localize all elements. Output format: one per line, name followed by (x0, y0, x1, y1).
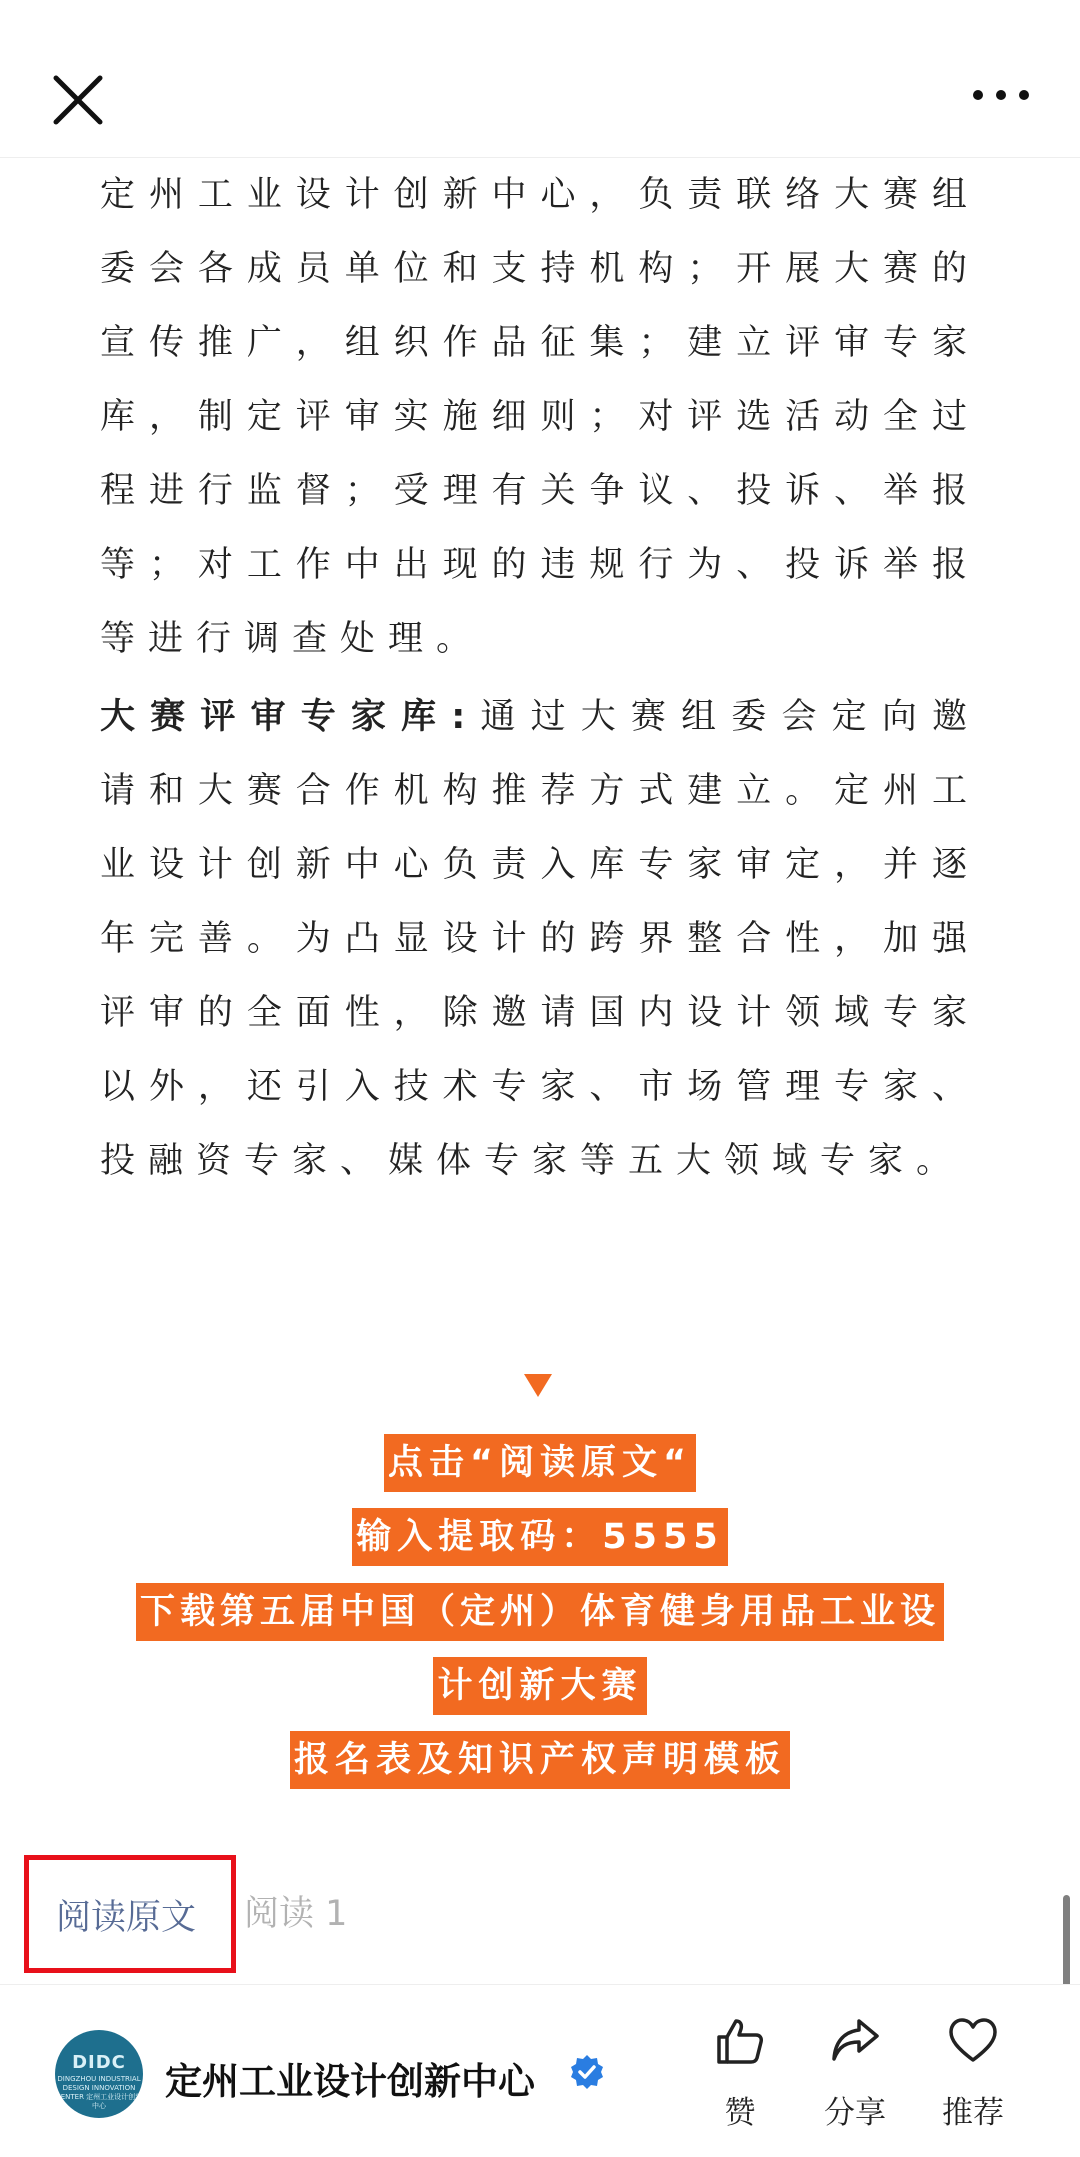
cta-text-templates: 报名表及知识产权声明模板 (290, 1731, 790, 1789)
cta-line (0, 1657, 1080, 1715)
account-name[interactable]: 定州工业设计创新中心 (165, 2060, 535, 2103)
share-icon (829, 2015, 881, 2067)
cta-line (0, 1508, 1080, 1566)
read-count: 阅读 1 (244, 1894, 348, 1934)
cta-line (0, 1434, 1080, 1492)
cta-text-click-read-original: 点击“阅读原文“ (384, 1434, 696, 1492)
cta-line (0, 1731, 1080, 1789)
avatar[interactable] (55, 2030, 143, 2118)
avatar-logo-subtext: DINGZHOU INDUSTRIAL DESIGN INNOVATION CENTER 定州工业设计创新中心 (55, 2075, 143, 2110)
cta-text-download-cont: 计创新大赛 (433, 1657, 646, 1715)
cta-text-download: 下载第五届中国（定州）体育健身用品工业设 (136, 1583, 944, 1641)
share-button[interactable] (805, 2015, 905, 2135)
heart-icon (947, 2015, 999, 2067)
share-label: 分享 (824, 2095, 886, 2131)
read-original-link[interactable]: 阅读原文 (56, 1898, 197, 1938)
down-triangle-icon (521, 1370, 555, 1400)
bottom-bar (0, 1984, 1080, 2157)
cta-line (0, 1583, 1080, 1641)
paragraph-body: 通过大赛组委会定向邀请和大赛合作机构推荐方式建立。定州工业设计创新中心负责入库专家审定，并逐年完善。为凸显设计的跨界整合性，加强评审的全面性，除邀请国内设计领域专家以外，还引入技术专家、市场管理专家、投融资专家、媒体专家等五大领域专家。 (100, 697, 980, 1181)
more-horizontal-icon (968, 80, 1038, 110)
recommend-button[interactable] (923, 2015, 1023, 2135)
cta-text-extraction-code: 输入提取码：5555 (352, 1508, 727, 1566)
read-original-highlight (24, 1855, 236, 1973)
article-paragraph-expert-pool (100, 680, 980, 1198)
recommend-label: 推荐 (942, 2095, 1004, 2131)
verified-badge-icon (568, 2053, 606, 2091)
article-paragraph: 定州工业设计创新中心，负责联络大赛组委会各成员单位和支持机构；开展大赛的宣传推广，组织作品征集；建立评审专家库，制定评审实施细则；对评选活动全过程进行监督；受理有关争议、投诉、举报等；对工作中出现的违规行为、投诉举报等进行调查处理。 (100, 175, 980, 659)
like-button[interactable] (690, 2015, 790, 2135)
like-label: 赞 (724, 2095, 756, 2131)
more-options-button[interactable] (968, 80, 1038, 110)
paragraph-heading: 大赛评审专家库: (100, 697, 479, 737)
close-icon (48, 70, 108, 130)
close-button[interactable] (48, 70, 108, 130)
avatar-logo-text: DIDC (72, 2052, 126, 2073)
thumbs-up-icon (714, 2015, 766, 2067)
top-bar (0, 0, 1080, 158)
